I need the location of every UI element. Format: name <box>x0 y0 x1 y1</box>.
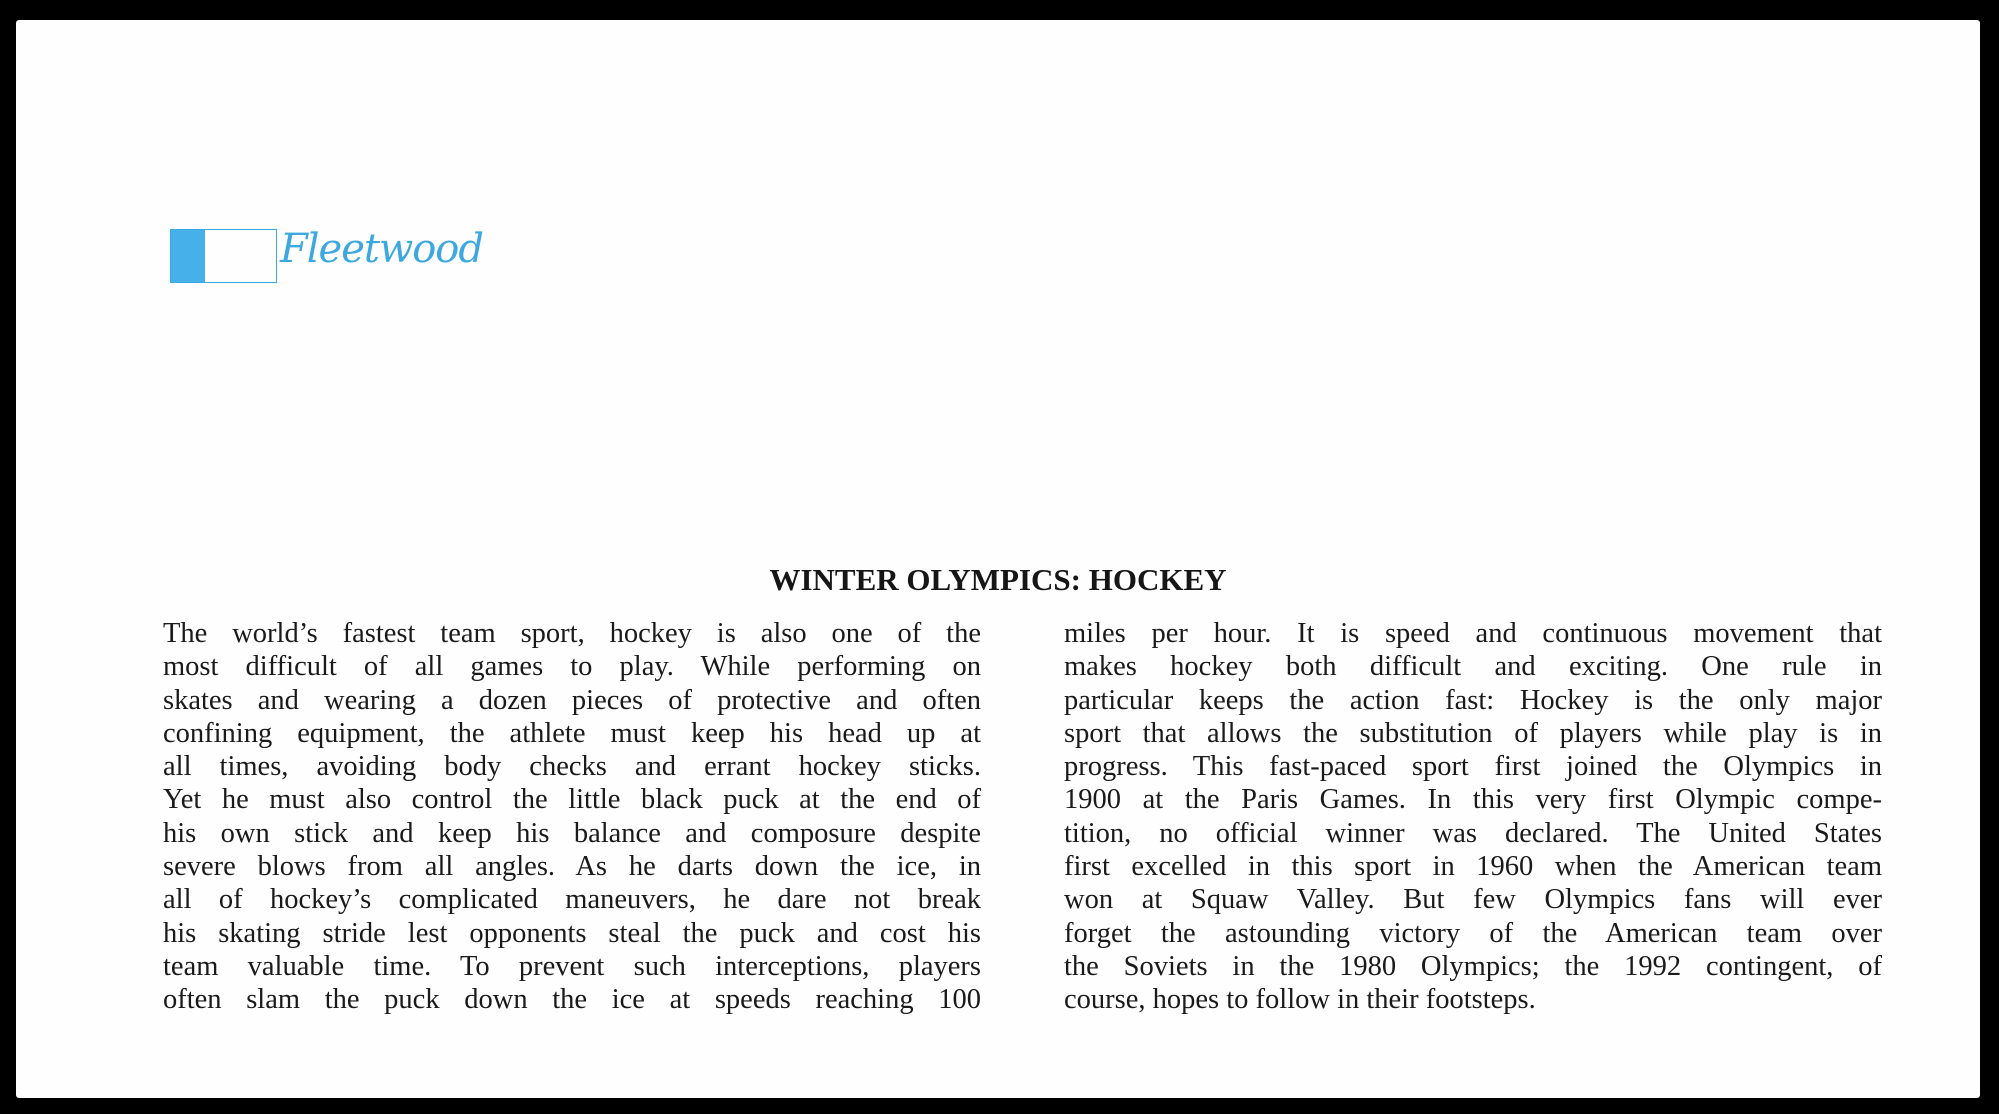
fleetwood-logo <box>152 226 482 286</box>
logo-text: Fleetwood <box>280 226 483 272</box>
text-line: forget the astounding victory of the American team over <box>1064 917 1882 949</box>
text-line: team valuable time. To prevent such interceptions, players <box>163 950 981 982</box>
text-line: 1900 at the Paris Games. In this very first Olympic compe- <box>1064 784 1882 816</box>
cachet-card <box>16 20 1980 1098</box>
logo-fill <box>171 230 205 282</box>
text-line: Yet he must also control the little black puck at the end of <box>163 784 981 816</box>
text-line: severe blows from all angles. As he darts down the ice, in <box>163 851 981 883</box>
text-line: confining equipment, the athlete must keep his head up at <box>163 717 981 749</box>
text-line: particular keeps the action fast: Hockey is the only major <box>1064 684 1882 716</box>
text-line: first excelled in this sport in 1960 when the American team <box>1064 851 1882 883</box>
text-line: his own stick and keep his balance and composure despite <box>163 817 981 849</box>
text-line: all times, avoiding body checks and errant hockey sticks. <box>163 751 981 783</box>
text-column-left <box>163 617 981 1017</box>
text-line: miles per hour. It is speed and continuous movement that <box>1064 618 1882 649</box>
logo-box-icon <box>170 229 277 283</box>
text-line: progress. This fast-paced sport first joined the Olympics in <box>1064 751 1882 783</box>
text-line: sport that allows the substitution of players while play is in <box>1064 717 1882 749</box>
text-line: skates and wearing a dozen pieces of protective and often <box>163 684 981 716</box>
text-line: makes hockey both difficult and exciting. One rule in <box>1064 651 1882 683</box>
page-title: WINTER OLYMPICS: HOCKEY <box>769 562 1227 597</box>
text-line: most difficult of all games to play. While performing on <box>163 651 981 683</box>
text-line: The world’s fastest team sport, hockey is also one of the <box>163 618 981 649</box>
text-column-right <box>1064 617 1882 1017</box>
text-line: won at Squaw Valley. But few Olympics fans will ever <box>1064 884 1882 916</box>
text-line: course, hopes to follow in their footsteps. <box>1064 984 1536 1016</box>
text-line: tition, no official winner was declared. The United States <box>1064 817 1882 849</box>
text-line: the Soviets in the 1980 Olympics; the 1992 contingent, of <box>1064 950 1882 982</box>
text-line: all of hockey’s complicated maneuvers, he dare not break <box>163 884 981 916</box>
text-line: his skating stride lest opponents steal the puck and cost his <box>163 917 981 949</box>
text-line: often slam the puck down the ice at speeds reaching 100 <box>163 984 981 1016</box>
